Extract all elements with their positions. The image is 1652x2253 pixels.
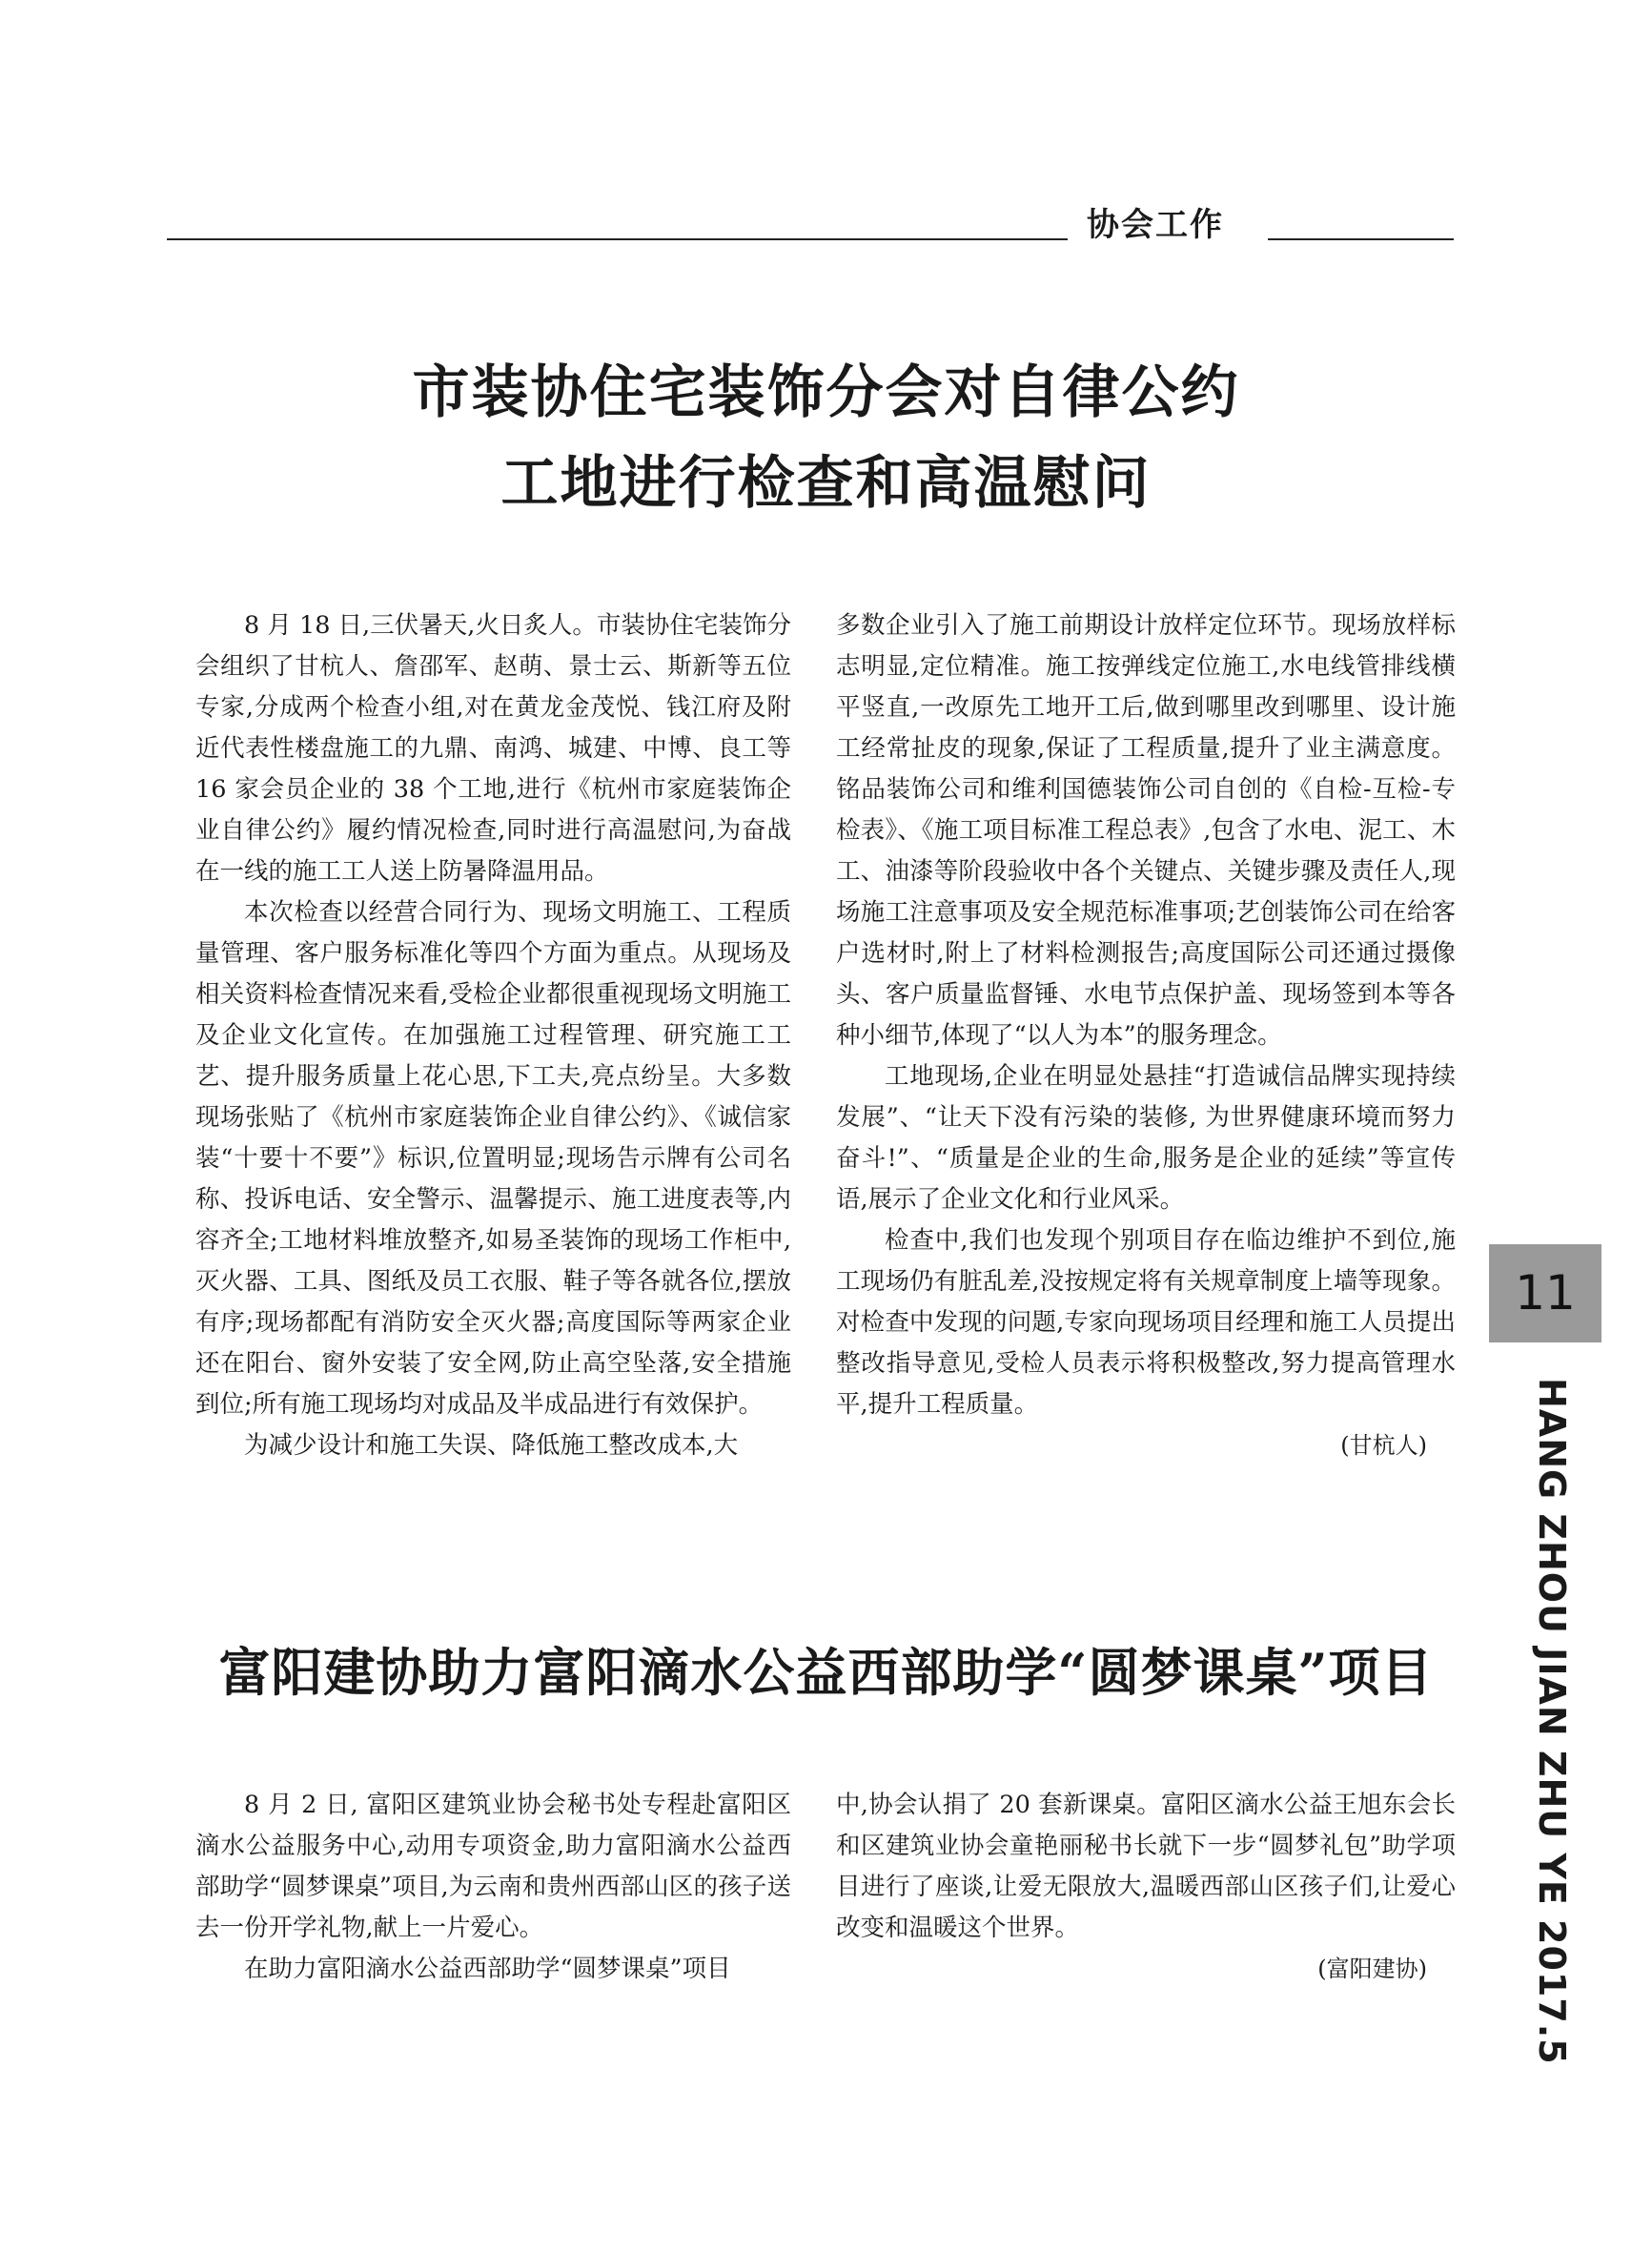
paragraph: 在助力富阳滴水公益西部助学“圆梦课桌”项目 xyxy=(244,1955,731,1983)
article1-left-column xyxy=(195,605,791,1466)
paragraph: 工地现场,企业在明显处悬挂“打造诚信品牌实现持续发展”、“让天下没有污染的装修, 为世界健康环境而努力奋斗!”、“质量是企业的生命,服务是企业的延续”等宣传语,展示了企业文化和行业风采。 xyxy=(836,1062,1456,1214)
paragraph: 检查中,我们也发现个别项目存在临边维护不到位,施工现场仍有脏乱差,没按规定将有关规章制度上墙等现象。对检查中发现的问题,专家向现场项目经理和施工人员提出整改指导意见,受检人员表示将积极整改,努力提高管理水平,提升工程质量。 xyxy=(836,1226,1456,1419)
article2-right-column xyxy=(836,1785,1456,1990)
paragraph: 8 月 2 日, 富阳区建筑业协会秘书处专程赴富阳区滴水公益服务中心,动用专项资金,助力富阳滴水公益西部助学“圆梦课桌”项目,为云南和贵州西部山区的孩子送去一份开学礼物,献上一片爱心。 xyxy=(195,1791,791,1942)
article1-title xyxy=(0,348,1652,529)
page-number: 11 xyxy=(1489,1244,1601,1342)
paragraph: 8 月 18 日,三伏暑天,火日炙人。市装协住宅装饰分会组织了甘杭人、詹邵军、赵萌、景士云、斯新等五位专家,分成两个检查小组,对在黄龙金茂悦、钱江府及附近代表性楼盘施工的九鼎、南鸿、城建、中博、良工等 16 家会员企业的 38 个工地,进行《杭州市家庭装饰企业自律公约》履约情况检查,同时进行高温慰问,为奋战在一线的施工工人送上防暑降温用品。 xyxy=(195,611,791,886)
article2-left-column xyxy=(195,1785,791,1990)
signature: (富阳建协) xyxy=(1317,1956,1427,1982)
paragraph: 为减少设计和施工失误、降低施工整改成本,大 xyxy=(244,1431,739,1460)
header-rule-right xyxy=(1268,238,1454,240)
section-label: 协会工作 xyxy=(1087,206,1224,244)
journal-name: HANG ZHOU JIAN ZHU YE 2017.5 xyxy=(1531,1378,1573,2065)
article1-right-column xyxy=(836,605,1456,1466)
article2-title: 富阳建协助力富阳滴水公益西部助学“圆梦课桌”项目 xyxy=(218,1642,1434,1703)
paragraph: 本次检查以经营合同行为、现场文明施工、工程质量管理、客户服务标准化等四个方面为重点。从现场及相关资料检查情况来看,受检企业都很重视现场文明施工及企业文化宣传。在加强施工过程管理、研究施工工艺、提升服务质量上花心思,下工夫,亮点纷呈。大多数现场张贴了《杭州市家庭装饰企业自律公约》、《诚信家装“十要十不要”》标识,位置明显;现场告示牌有公司名称、投诉电话、安全警示、温馨提示、施工进度表等,内容齐全;工地材料堆放整齐,如易圣装饰的现场工作柜中,灭火器、工具、图纸及员工衣服、鞋子等各就各位,摆放有序;现场都配有消防安全灭火器;高度国际等两家企业还在阳台、窗外安装了安全网,防止高空坠落,安全措施到位;所有施工现场均对成品及半成品进行有效保护。 xyxy=(195,898,791,1419)
paragraph: 中,协会认捐了 20 套新课桌。富阳区滴水公益王旭东会长和区建筑业协会童艳丽秘书长就下一步“圆梦礼包”助学项目进行了座谈,让爱无限放大,温暖西部山区孩子们,让爱心改变和温暖这个世界。 xyxy=(836,1791,1456,1942)
article1-title-line2: 工地进行检查和高温慰问 xyxy=(500,450,1152,517)
article1-title-line1: 市装协住宅装饰分会对自律公约 xyxy=(412,359,1240,426)
header-rule-left xyxy=(167,238,1068,240)
paragraph: 多数企业引入了施工前期设计放样定位环节。现场放样标志明显,定位精准。施工按弹线定位施工,水电线管排线横平竖直,一改原先工地开工后,做到哪里改到哪里、设计施工经常扯皮的现象,保证了工程质量,提升了业主满意度。铭品装饰公司和维利国德装饰公司自创的《自检-互检-专检表》、《施工项目标准工程总表》,包含了水电、泥工、木工、油漆等阶段验收中各个关键点、关键步骤及责任人,现场施工注意事项及安全规范标准事项;艺创装饰公司在给客户选材时,附上了材料检测报告;高度国际公司还通过摄像头、客户质量监督锤、水电节点保护盖、现场签到本等各种小细节,体现了“以人为本”的服务理念。 xyxy=(836,611,1456,1050)
signature: (甘杭人) xyxy=(1340,1432,1427,1459)
